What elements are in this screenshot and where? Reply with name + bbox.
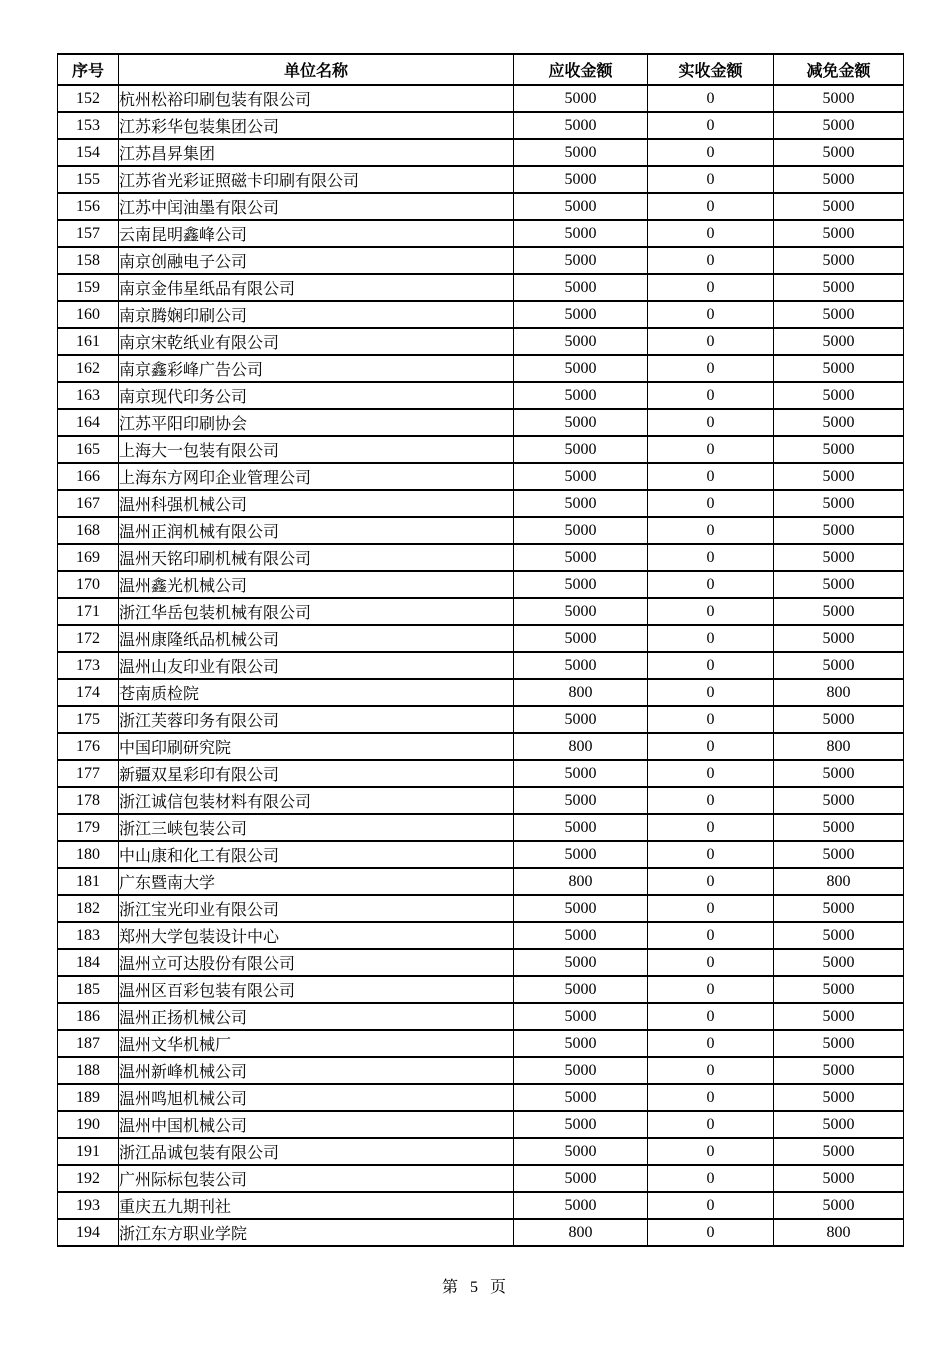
table-row — [58, 949, 904, 976]
reduction-amount-cell: 5000 — [774, 1111, 904, 1138]
reduction-amount-cell: 800 — [774, 1219, 904, 1246]
serial-number-cell: 193 — [58, 1192, 119, 1219]
company-name-cell: 苍南质检院 — [119, 679, 514, 706]
table-row — [58, 85, 904, 112]
table-row — [58, 355, 904, 382]
received-amount-cell: 0 — [648, 571, 774, 598]
received-amount-cell: 0 — [648, 436, 774, 463]
company-name-cell: 上海东方网印企业管理公司 — [119, 463, 514, 490]
company-name-cell: 南京宋乾纸业有限公司 — [119, 328, 514, 355]
reduction-amount-cell: 5000 — [774, 85, 904, 112]
reduction-amount-cell: 5000 — [774, 571, 904, 598]
serial-number-cell: 177 — [58, 760, 119, 787]
fee-table-body — [58, 85, 904, 1246]
serial-number-cell: 174 — [58, 679, 119, 706]
col-header-unit-name: 单位名称 — [119, 54, 514, 85]
received-amount-cell: 0 — [648, 1030, 774, 1057]
col-header-receivable: 应收金额 — [514, 54, 648, 85]
reduction-amount-cell: 800 — [774, 679, 904, 706]
serial-number-cell: 176 — [58, 733, 119, 760]
table-row — [58, 382, 904, 409]
table-row — [58, 814, 904, 841]
table-row — [58, 328, 904, 355]
table-row — [58, 1111, 904, 1138]
company-name-cell: 温州康隆纸品机械公司 — [119, 625, 514, 652]
serial-number-cell: 186 — [58, 1003, 119, 1030]
serial-number-cell: 192 — [58, 1165, 119, 1192]
received-amount-cell: 0 — [648, 814, 774, 841]
company-name-cell: 郑州大学包装设计中心 — [119, 922, 514, 949]
reduction-amount-cell: 5000 — [774, 949, 904, 976]
table-row — [58, 490, 904, 517]
receivable-amount-cell: 5000 — [514, 922, 648, 949]
serial-number-cell: 170 — [58, 571, 119, 598]
serial-number-cell: 179 — [58, 814, 119, 841]
receivable-amount-cell: 800 — [514, 868, 648, 895]
receivable-amount-cell: 5000 — [514, 274, 648, 301]
receivable-amount-cell: 5000 — [514, 355, 648, 382]
company-name-cell: 重庆五九期刊社 — [119, 1192, 514, 1219]
receivable-amount-cell: 5000 — [514, 814, 648, 841]
table-row — [58, 1003, 904, 1030]
serial-number-cell: 190 — [58, 1111, 119, 1138]
received-amount-cell: 0 — [648, 1138, 774, 1165]
receivable-amount-cell: 5000 — [514, 1138, 648, 1165]
received-amount-cell: 0 — [648, 247, 774, 274]
reduction-amount-cell: 5000 — [774, 652, 904, 679]
reduction-amount-cell: 5000 — [774, 1057, 904, 1084]
received-amount-cell: 0 — [648, 220, 774, 247]
company-name-cell: 温州山友印业有限公司 — [119, 652, 514, 679]
receivable-amount-cell: 5000 — [514, 1030, 648, 1057]
reduction-amount-cell: 5000 — [774, 1165, 904, 1192]
reduction-amount-cell: 5000 — [774, 1192, 904, 1219]
received-amount-cell: 0 — [648, 1057, 774, 1084]
table-row — [58, 679, 904, 706]
received-amount-cell: 0 — [648, 85, 774, 112]
table-row — [58, 274, 904, 301]
receivable-amount-cell: 5000 — [514, 1192, 648, 1219]
received-amount-cell: 0 — [648, 544, 774, 571]
serial-number-cell: 153 — [58, 112, 119, 139]
fee-table-header — [58, 54, 904, 85]
serial-number-cell: 181 — [58, 868, 119, 895]
table-row — [58, 706, 904, 733]
company-name-cell: 杭州松裕印刷包装有限公司 — [119, 85, 514, 112]
received-amount-cell: 0 — [648, 922, 774, 949]
serial-number-cell: 189 — [58, 1084, 119, 1111]
company-name-cell: 江苏昌昇集团 — [119, 139, 514, 166]
receivable-amount-cell: 800 — [514, 679, 648, 706]
received-amount-cell: 0 — [648, 1003, 774, 1030]
reduction-amount-cell: 5000 — [774, 922, 904, 949]
received-amount-cell: 0 — [648, 625, 774, 652]
serial-number-cell: 183 — [58, 922, 119, 949]
receivable-amount-cell: 5000 — [514, 1084, 648, 1111]
receivable-amount-cell: 5000 — [514, 220, 648, 247]
company-name-cell: 江苏中闰油墨有限公司 — [119, 193, 514, 220]
reduction-amount-cell: 5000 — [774, 544, 904, 571]
receivable-amount-cell: 5000 — [514, 436, 648, 463]
receivable-amount-cell: 5000 — [514, 247, 648, 274]
table-row — [58, 922, 904, 949]
reduction-amount-cell: 5000 — [774, 436, 904, 463]
fee-table — [57, 53, 904, 1247]
reduction-amount-cell: 5000 — [774, 301, 904, 328]
receivable-amount-cell: 5000 — [514, 328, 648, 355]
reduction-amount-cell: 5000 — [774, 787, 904, 814]
table-row — [58, 193, 904, 220]
serial-number-cell: 171 — [58, 598, 119, 625]
table-row — [58, 868, 904, 895]
reduction-amount-cell: 5000 — [774, 463, 904, 490]
receivable-amount-cell: 800 — [514, 1219, 648, 1246]
company-name-cell: 浙江三峡包装公司 — [119, 814, 514, 841]
reduction-amount-cell: 800 — [774, 733, 904, 760]
company-name-cell: 温州科强机械公司 — [119, 490, 514, 517]
reduction-amount-cell: 5000 — [774, 814, 904, 841]
company-name-cell: 温州中国机械公司 — [119, 1111, 514, 1138]
company-name-cell: 云南昆明鑫峰公司 — [119, 220, 514, 247]
table-row — [58, 841, 904, 868]
receivable-amount-cell: 5000 — [514, 301, 648, 328]
table-row — [58, 598, 904, 625]
receivable-amount-cell: 5000 — [514, 517, 648, 544]
received-amount-cell: 0 — [648, 139, 774, 166]
serial-number-cell: 160 — [58, 301, 119, 328]
reduction-amount-cell: 5000 — [774, 193, 904, 220]
serial-number-cell: 191 — [58, 1138, 119, 1165]
table-row — [58, 544, 904, 571]
company-name-cell: 江苏彩华包装集团公司 — [119, 112, 514, 139]
reduction-amount-cell: 5000 — [774, 1138, 904, 1165]
received-amount-cell: 0 — [648, 895, 774, 922]
company-name-cell: 浙江品诚包装有限公司 — [119, 1138, 514, 1165]
serial-number-cell: 166 — [58, 463, 119, 490]
company-name-cell: 南京腾娴印刷公司 — [119, 301, 514, 328]
receivable-amount-cell: 5000 — [514, 1165, 648, 1192]
serial-number-cell: 154 — [58, 139, 119, 166]
company-name-cell: 温州正润机械有限公司 — [119, 517, 514, 544]
reduction-amount-cell: 5000 — [774, 1003, 904, 1030]
receivable-amount-cell: 5000 — [514, 463, 648, 490]
company-name-cell: 温州立可达股份有限公司 — [119, 949, 514, 976]
company-name-cell: 南京创融电子公司 — [119, 247, 514, 274]
page-number-footer: 第 5 页 — [441, 1279, 510, 1296]
table-row — [58, 652, 904, 679]
serial-number-cell: 175 — [58, 706, 119, 733]
table-row — [58, 1219, 904, 1246]
received-amount-cell: 0 — [648, 274, 774, 301]
company-name-cell: 浙江宝光印业有限公司 — [119, 895, 514, 922]
table-row — [58, 436, 904, 463]
received-amount-cell: 0 — [648, 409, 774, 436]
receivable-amount-cell: 5000 — [514, 895, 648, 922]
col-header-serial: 序号 — [58, 54, 119, 85]
receivable-amount-cell: 5000 — [514, 1003, 648, 1030]
table-row — [58, 112, 904, 139]
received-amount-cell: 0 — [648, 517, 774, 544]
serial-number-cell: 178 — [58, 787, 119, 814]
serial-number-cell: 163 — [58, 382, 119, 409]
table-row — [58, 220, 904, 247]
serial-number-cell: 167 — [58, 490, 119, 517]
company-name-cell: 新疆双星彩印有限公司 — [119, 760, 514, 787]
table-row — [58, 166, 904, 193]
received-amount-cell: 0 — [648, 706, 774, 733]
receivable-amount-cell: 5000 — [514, 787, 648, 814]
reduction-amount-cell: 5000 — [774, 247, 904, 274]
receivable-amount-cell: 5000 — [514, 112, 648, 139]
company-name-cell: 中国印刷研究院 — [119, 733, 514, 760]
receivable-amount-cell: 5000 — [514, 841, 648, 868]
table-row — [58, 139, 904, 166]
received-amount-cell: 0 — [648, 1192, 774, 1219]
receivable-amount-cell: 5000 — [514, 625, 648, 652]
company-name-cell: 南京金伟星纸品有限公司 — [119, 274, 514, 301]
receivable-amount-cell: 5000 — [514, 85, 648, 112]
receivable-amount-cell: 5000 — [514, 1057, 648, 1084]
received-amount-cell: 0 — [648, 166, 774, 193]
serial-number-cell: 152 — [58, 85, 119, 112]
company-name-cell: 广东暨南大学 — [119, 868, 514, 895]
reduction-amount-cell: 5000 — [774, 139, 904, 166]
received-amount-cell: 0 — [648, 1111, 774, 1138]
received-amount-cell: 0 — [648, 760, 774, 787]
reduction-amount-cell: 5000 — [774, 382, 904, 409]
serial-number-cell: 180 — [58, 841, 119, 868]
company-name-cell: 浙江华岳包装机械有限公司 — [119, 598, 514, 625]
received-amount-cell: 0 — [648, 1084, 774, 1111]
company-name-cell: 温州鸣旭机械公司 — [119, 1084, 514, 1111]
reduction-amount-cell: 5000 — [774, 490, 904, 517]
company-name-cell: 中山康和化工有限公司 — [119, 841, 514, 868]
table-row — [58, 976, 904, 1003]
received-amount-cell: 0 — [648, 490, 774, 517]
received-amount-cell: 0 — [648, 1165, 774, 1192]
received-amount-cell: 0 — [648, 598, 774, 625]
reduction-amount-cell: 5000 — [774, 274, 904, 301]
serial-number-cell: 161 — [58, 328, 119, 355]
reduction-amount-cell: 5000 — [774, 625, 904, 652]
reduction-amount-cell: 5000 — [774, 1084, 904, 1111]
serial-number-cell: 164 — [58, 409, 119, 436]
received-amount-cell: 0 — [648, 193, 774, 220]
reduction-amount-cell: 800 — [774, 868, 904, 895]
serial-number-cell: 194 — [58, 1219, 119, 1246]
table-row — [58, 463, 904, 490]
reduction-amount-cell: 5000 — [774, 112, 904, 139]
table-row — [58, 733, 904, 760]
received-amount-cell: 0 — [648, 1219, 774, 1246]
reduction-amount-cell: 5000 — [774, 328, 904, 355]
serial-number-cell: 182 — [58, 895, 119, 922]
serial-number-cell: 185 — [58, 976, 119, 1003]
serial-number-cell: 173 — [58, 652, 119, 679]
serial-number-cell: 187 — [58, 1030, 119, 1057]
table-row — [58, 1030, 904, 1057]
header-row — [58, 54, 904, 85]
company-name-cell: 上海大一包装有限公司 — [119, 436, 514, 463]
table-row — [58, 571, 904, 598]
receivable-amount-cell: 5000 — [514, 571, 648, 598]
receivable-amount-cell: 5000 — [514, 760, 648, 787]
receivable-amount-cell: 5000 — [514, 706, 648, 733]
serial-number-cell: 172 — [58, 625, 119, 652]
company-name-cell: 温州天铭印刷机械有限公司 — [119, 544, 514, 571]
received-amount-cell: 0 — [648, 463, 774, 490]
received-amount-cell: 0 — [648, 787, 774, 814]
received-amount-cell: 0 — [648, 868, 774, 895]
serial-number-cell: 168 — [58, 517, 119, 544]
reduction-amount-cell: 5000 — [774, 841, 904, 868]
receivable-amount-cell: 5000 — [514, 139, 648, 166]
receivable-amount-cell: 5000 — [514, 949, 648, 976]
company-name-cell: 江苏省光彩证照磁卡印刷有限公司 — [119, 166, 514, 193]
col-header-received: 实收金额 — [648, 54, 774, 85]
company-name-cell: 广州际标包装公司 — [119, 1165, 514, 1192]
received-amount-cell: 0 — [648, 679, 774, 706]
received-amount-cell: 0 — [648, 301, 774, 328]
received-amount-cell: 0 — [648, 949, 774, 976]
receivable-amount-cell: 5000 — [514, 976, 648, 1003]
receivable-amount-cell: 5000 — [514, 652, 648, 679]
company-name-cell: 南京鑫彩峰广告公司 — [119, 355, 514, 382]
col-header-reduction: 减免金额 — [774, 54, 904, 85]
company-name-cell: 浙江东方职业学院 — [119, 1219, 514, 1246]
reduction-amount-cell: 5000 — [774, 166, 904, 193]
serial-number-cell: 159 — [58, 274, 119, 301]
reduction-amount-cell: 5000 — [774, 976, 904, 1003]
serial-number-cell: 157 — [58, 220, 119, 247]
received-amount-cell: 0 — [648, 355, 774, 382]
table-row — [58, 760, 904, 787]
company-name-cell: 浙江芙蓉印务有限公司 — [119, 706, 514, 733]
reduction-amount-cell: 5000 — [774, 355, 904, 382]
reduction-amount-cell: 5000 — [774, 895, 904, 922]
table-row — [58, 625, 904, 652]
reduction-amount-cell: 5000 — [774, 706, 904, 733]
company-name-cell: 温州区百彩包装有限公司 — [119, 976, 514, 1003]
receivable-amount-cell: 5000 — [514, 409, 648, 436]
received-amount-cell: 0 — [648, 733, 774, 760]
reduction-amount-cell: 5000 — [774, 598, 904, 625]
reduction-amount-cell: 5000 — [774, 1030, 904, 1057]
received-amount-cell: 0 — [648, 652, 774, 679]
table-row — [58, 895, 904, 922]
table-row — [58, 787, 904, 814]
reduction-amount-cell: 5000 — [774, 760, 904, 787]
company-name-cell: 温州正扬机械公司 — [119, 1003, 514, 1030]
company-name-cell: 温州新峰机械公司 — [119, 1057, 514, 1084]
company-name-cell: 南京现代印务公司 — [119, 382, 514, 409]
receivable-amount-cell: 5000 — [514, 193, 648, 220]
table-row — [58, 409, 904, 436]
receivable-amount-cell: 800 — [514, 733, 648, 760]
company-name-cell: 温州鑫光机械公司 — [119, 571, 514, 598]
reduction-amount-cell: 5000 — [774, 409, 904, 436]
serial-number-cell: 169 — [58, 544, 119, 571]
received-amount-cell: 0 — [648, 112, 774, 139]
table-row — [58, 1192, 904, 1219]
serial-number-cell: 165 — [58, 436, 119, 463]
company-name-cell: 江苏平阳印刷协会 — [119, 409, 514, 436]
reduction-amount-cell: 5000 — [774, 220, 904, 247]
reduction-amount-cell: 5000 — [774, 517, 904, 544]
serial-number-cell: 156 — [58, 193, 119, 220]
receivable-amount-cell: 5000 — [514, 544, 648, 571]
table-row — [58, 247, 904, 274]
receivable-amount-cell: 5000 — [514, 598, 648, 625]
receivable-amount-cell: 5000 — [514, 1111, 648, 1138]
serial-number-cell: 162 — [58, 355, 119, 382]
table-row — [58, 301, 904, 328]
table-row — [58, 1138, 904, 1165]
serial-number-cell: 184 — [58, 949, 119, 976]
table-row — [58, 1084, 904, 1111]
received-amount-cell: 0 — [648, 328, 774, 355]
received-amount-cell: 0 — [648, 976, 774, 1003]
company-name-cell: 浙江诚信包装材料有限公司 — [119, 787, 514, 814]
table-row — [58, 517, 904, 544]
receivable-amount-cell: 5000 — [514, 382, 648, 409]
table-row — [58, 1057, 904, 1084]
receivable-amount-cell: 5000 — [514, 166, 648, 193]
serial-number-cell: 188 — [58, 1057, 119, 1084]
receivable-amount-cell: 5000 — [514, 490, 648, 517]
serial-number-cell: 155 — [58, 166, 119, 193]
serial-number-cell: 158 — [58, 247, 119, 274]
table-row — [58, 1165, 904, 1192]
received-amount-cell: 0 — [648, 382, 774, 409]
received-amount-cell: 0 — [648, 841, 774, 868]
company-name-cell: 温州文华机械厂 — [119, 1030, 514, 1057]
